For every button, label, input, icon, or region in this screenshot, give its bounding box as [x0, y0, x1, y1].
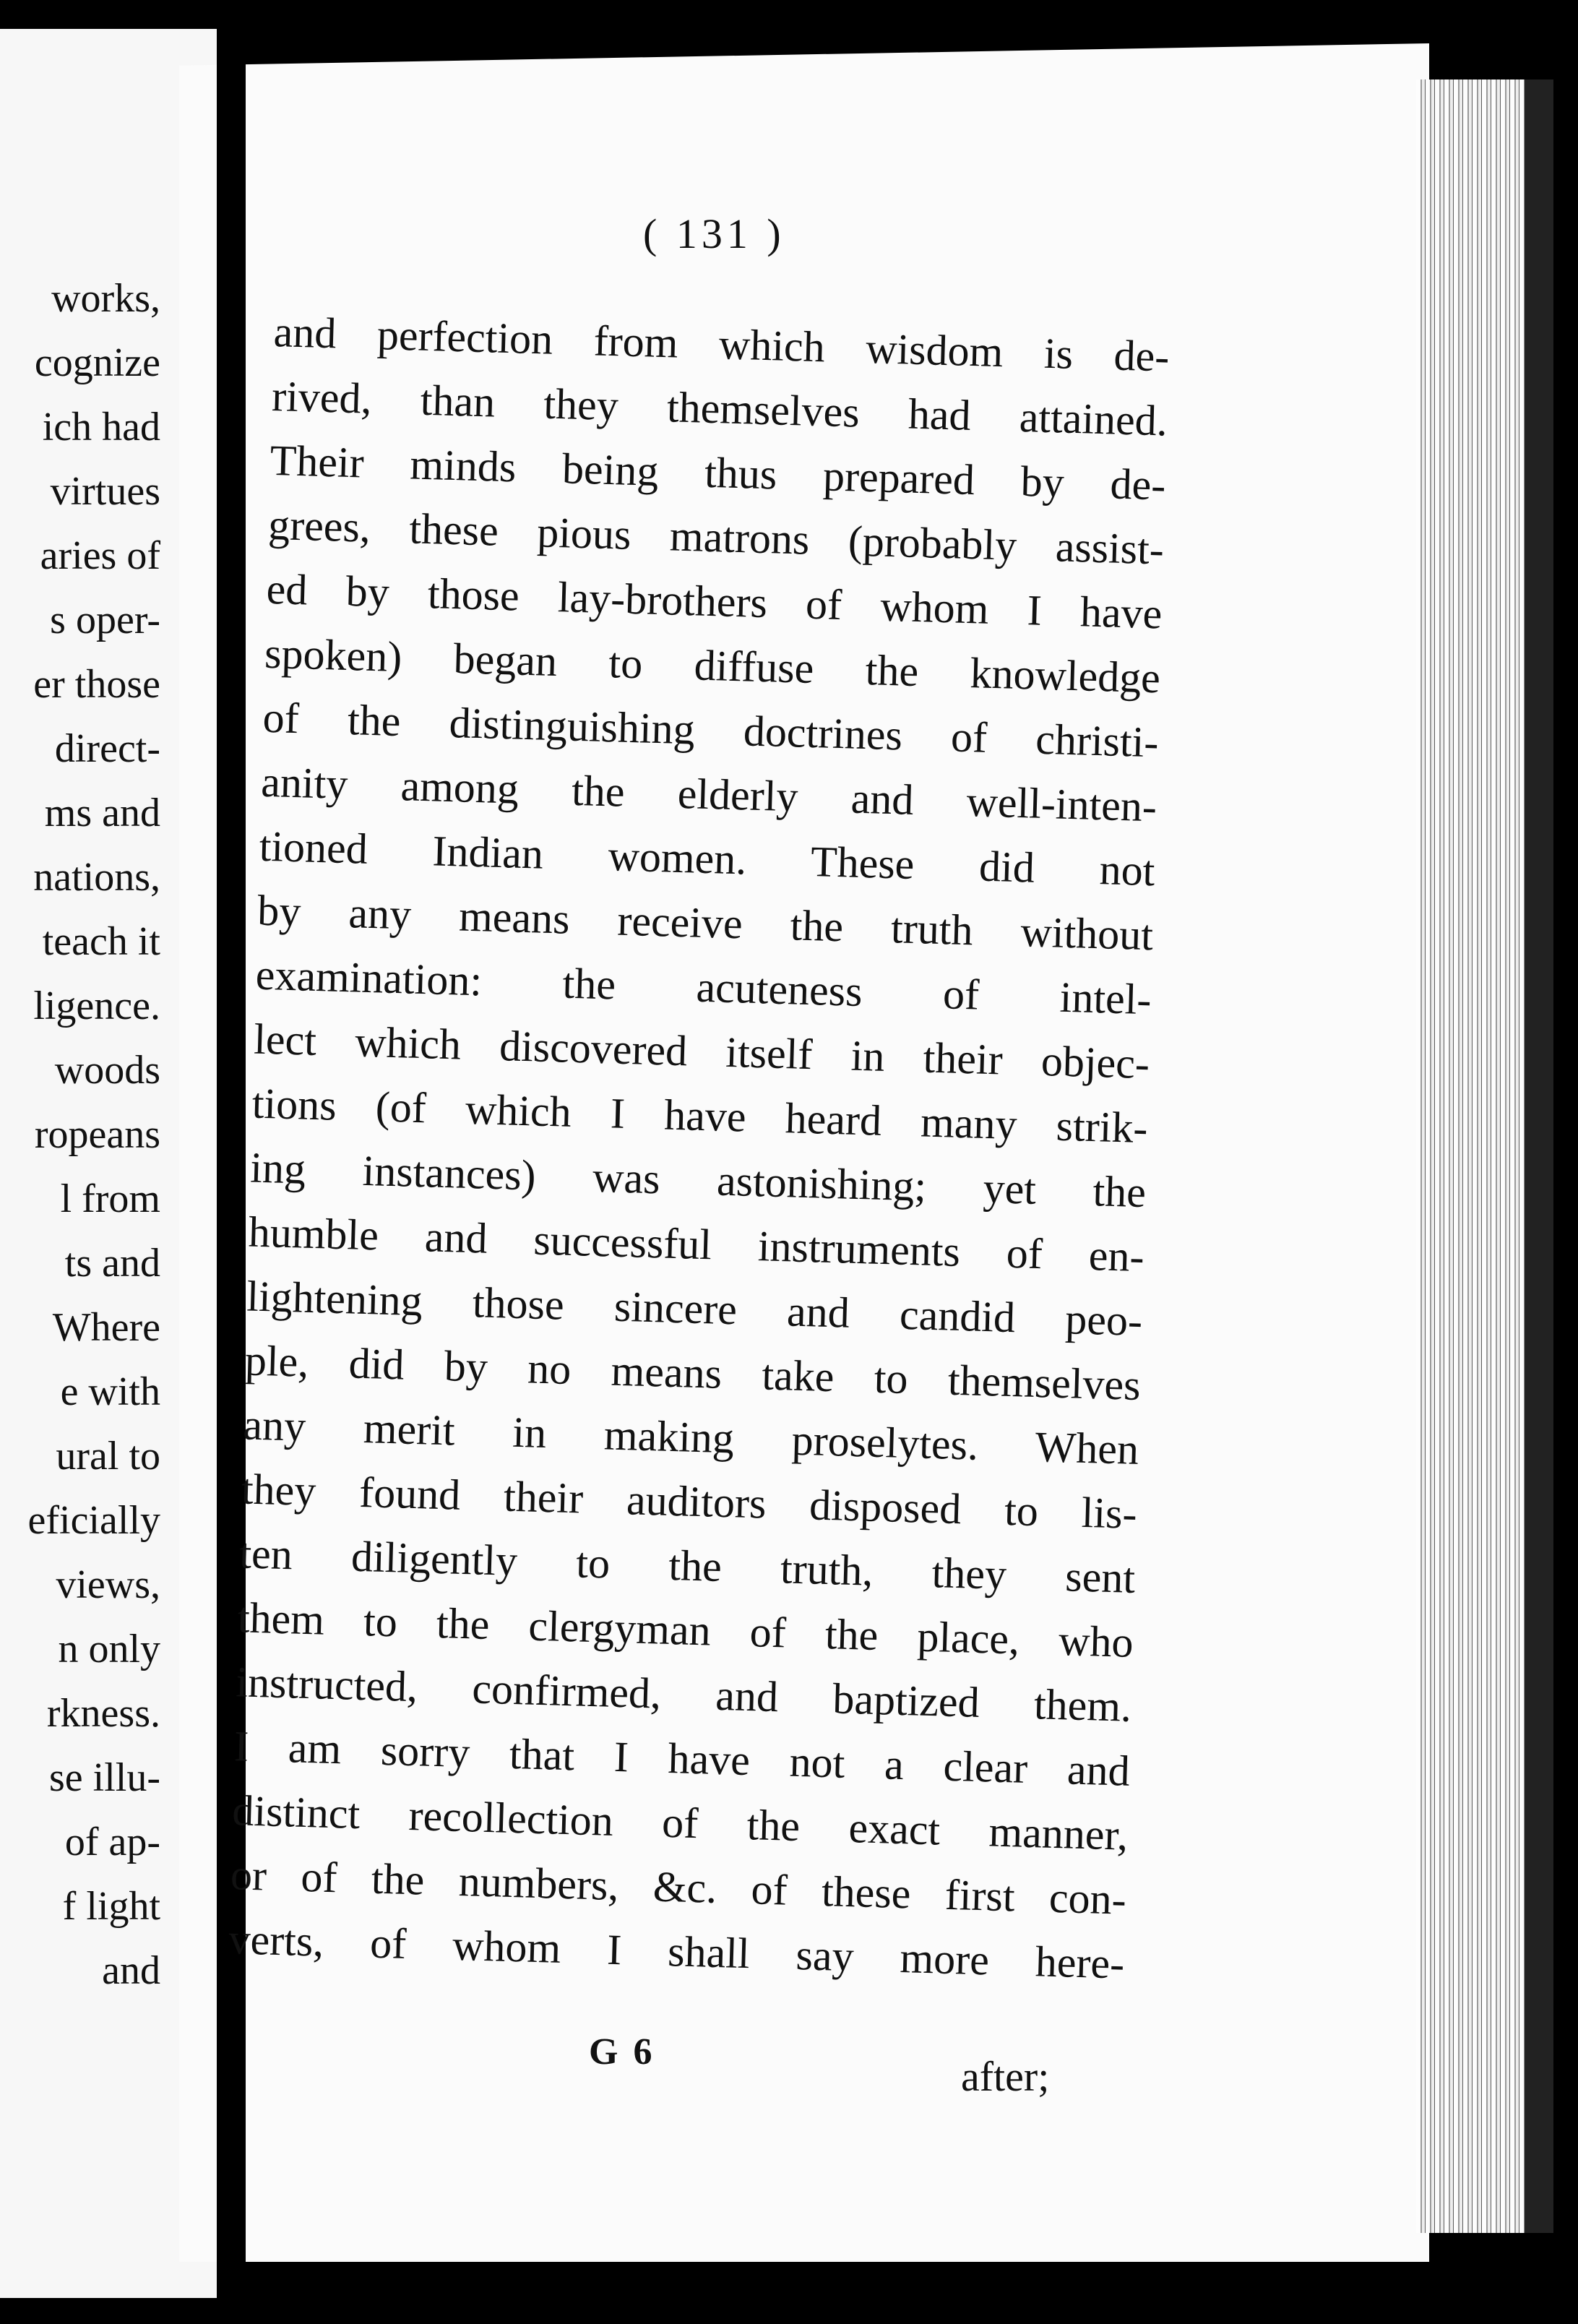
page-edges	[1416, 79, 1553, 2233]
left-page-line: direct-	[54, 726, 160, 771]
text-line: rived, than they themselves had attained.	[271, 371, 1168, 445]
text-line: instructed, confirmed, and baptized them.	[235, 1658, 1133, 1731]
left-page-line: rkness.	[46, 1691, 160, 1736]
left-page-line: e with	[60, 1369, 160, 1414]
text-line: tioned Indian women. These did not	[258, 822, 1156, 895]
left-page-line: teach it	[42, 919, 160, 964]
left-page-line: ligence.	[33, 984, 160, 1028]
left-page-line: nations,	[33, 855, 160, 900]
text-line: ed by those lay-brothers of whom I have	[265, 564, 1163, 638]
left-page-line: aries of	[40, 533, 160, 578]
left-page-line: eficially	[27, 1498, 160, 1543]
text-line: ing instances) was astonishing; yet the	[249, 1143, 1147, 1217]
text-line: distinct recollection of the exact manner,	[231, 1786, 1129, 1859]
text-line: them to the clergyman of the place, who	[237, 1593, 1134, 1666]
page-number: ( 131 )	[643, 210, 785, 257]
left-page-line: ropeans	[34, 1112, 160, 1157]
text-line: any merit in making proselytes. When	[242, 1400, 1139, 1474]
left-page-line: views,	[56, 1562, 160, 1607]
left-page-line: and	[102, 1948, 160, 1993]
text-line: by any means receive the truth without	[256, 886, 1154, 960]
text-line: verts, of whom I shall say more here-	[228, 1915, 1126, 1988]
text-line: grees, these pious matrons (probably assist-	[267, 500, 1165, 574]
catchword: after;	[961, 2053, 1050, 2100]
text-line: spoken) began to diffuse the knowledge	[264, 629, 1161, 702]
text-line: examination: the acuteness of intel-	[254, 950, 1152, 1024]
text-line: of the distinguishing doctrines of christi-	[262, 693, 1160, 767]
left-page-line: ms and	[44, 791, 160, 835]
left-page-line: ural to	[56, 1434, 160, 1479]
left-page-line: l from	[60, 1176, 160, 1221]
left-page-line: f light	[62, 1884, 160, 1929]
text-line: ten diligently to the truth, they sent	[238, 1529, 1136, 1602]
text-line: lect which discovered itself in their objec-	[253, 1015, 1150, 1088]
text-line: humble and successful instruments of en-	[248, 1208, 1145, 1281]
text-line: they found their auditors disposed to lis-	[241, 1465, 1138, 1538]
left-page-line: se illu-	[49, 1755, 160, 1800]
main-text-block	[228, 300, 1170, 1997]
signature-mark: G 6	[589, 2031, 655, 2073]
text-line: and perfection from which wisdom is de-	[272, 307, 1170, 381]
text-line: anity among the elderly and well-inten-	[260, 757, 1157, 831]
left-page-line: cognize	[34, 340, 160, 385]
left-page-line: s oper-	[50, 598, 160, 642]
text-line: ple, did by no means take to themselves	[244, 1336, 1142, 1410]
text-line: tions (of which I have heard many strik-	[251, 1079, 1149, 1153]
left-page-line: Where	[52, 1305, 160, 1350]
left-page-line: ich had	[42, 405, 160, 449]
text-line: or of the numbers, &c. of these first con-	[230, 1851, 1127, 1924]
left-page-line: virtues	[50, 469, 160, 514]
text-line: Their minds being thus prepared by de-	[269, 436, 1167, 509]
text-line: lightening those sincere and candid peo-	[246, 1272, 1143, 1346]
text-line: I am sorry that I have not a clear and	[233, 1722, 1131, 1795]
left-page-line: of ap-	[64, 1820, 160, 1864]
book-gutter	[217, 0, 246, 2324]
left-page-line: er those	[33, 662, 160, 707]
left-page-line: works,	[51, 276, 160, 321]
left-page-line: n only	[58, 1627, 160, 1671]
left-page-line: ts and	[64, 1241, 160, 1286]
left-page-line: woods	[54, 1048, 160, 1093]
